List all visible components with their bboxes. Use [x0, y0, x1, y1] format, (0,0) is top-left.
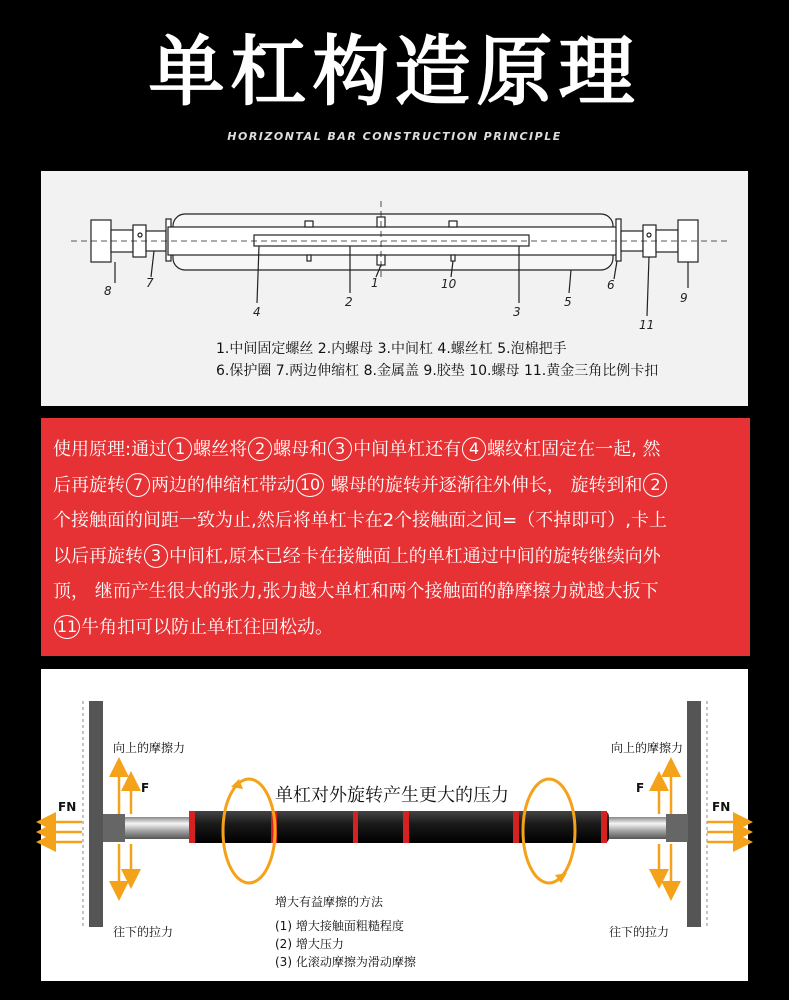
label-f-right: F — [636, 781, 645, 795]
circled-number: 3 — [144, 544, 168, 568]
label-up-friction-left: 向上的摩擦力 — [113, 741, 186, 755]
label-down-pull-right: 往下的拉力 — [609, 925, 670, 939]
part-label-6: 6 — [607, 278, 615, 292]
method-title: 增大有益摩擦的方法 — [275, 895, 384, 909]
method-3: (3) 化滚动摩擦为滑动摩擦 — [275, 955, 416, 969]
page-subtitle: HORIZONTAL BAR CONSTRUCTION PRINCIPLE — [227, 130, 562, 143]
part-label-2: 2 — [345, 295, 353, 309]
part-label-8: 8 — [104, 284, 112, 298]
label-f-left: F — [141, 781, 150, 795]
part-label-9: 9 — [680, 291, 688, 305]
label-fn-right: FN — [712, 800, 731, 814]
circled-number: 3 — [328, 437, 352, 461]
circled-number: 10 — [296, 473, 324, 497]
part-label-10: 10 — [441, 277, 457, 291]
pressure-caption: 单杠对外旋转产生更大的压力 — [275, 785, 509, 806]
circled-number: 11 — [54, 615, 80, 639]
normal-force-arrows — [0, 780, 789, 860]
label-up-friction-right: 向上的摩擦力 — [611, 741, 684, 755]
circled-number: 1 — [168, 437, 192, 461]
page-title: 单杠构造原理 — [148, 27, 641, 116]
legend-line-2: 6.保护圈 7.两边伸缩杠 8.金属盖 9.胶垫 10.螺母 11.黄金三角比例卡扣 — [216, 363, 659, 379]
part-label-3: 3 — [513, 305, 521, 319]
legend-line-1: 1.中间固定螺丝 2.内螺母 3.中间杠 4.螺丝杠 5.泡棉把手 — [216, 341, 567, 357]
construction-diagram-panel — [41, 171, 748, 406]
circled-number: 4 — [462, 437, 486, 461]
part-label-1: 1 — [371, 276, 379, 290]
circled-number: 2 — [643, 473, 667, 497]
part-label-5: 5 — [564, 295, 572, 309]
method-1: (1) 增大接触面粗糙程度 — [275, 919, 404, 933]
circled-number: 7 — [126, 473, 150, 497]
principle-text: 使用原理:通过 1 螺丝将 2 螺母和 3 中间单杠还有 4 螺纹杠固定在一起, 然 后再旋转 7 两边的伸缩杠带动 10 螺母的旋转并逐渐往外伸长， 旋转到和 2 个接触面的间距一致为止,然后将单杠卡在2个接触面之间=（不掉即可）,卡上 以后再旋转 3 中间杠,原本已经卡在接触面上的单杠通过中间的旋转继续向外 顶， 继而产生很大的张力,张力越大单杠和两个接触面的静摩擦力就越大扳下 11 牛角扣可以防止单杠往回松动。 — [53, 439, 667, 638]
principle-panel — [41, 418, 750, 656]
circled-number: 2 — [248, 437, 272, 461]
part-label-7: 7 — [146, 276, 154, 290]
part-label-11: 11 — [639, 318, 655, 332]
part-label-4: 4 — [253, 305, 261, 319]
label-fn-left: FN — [58, 800, 77, 814]
label-down-pull-left: 往下的拉力 — [113, 925, 174, 939]
method-2: (2) 增大压力 — [275, 937, 344, 951]
